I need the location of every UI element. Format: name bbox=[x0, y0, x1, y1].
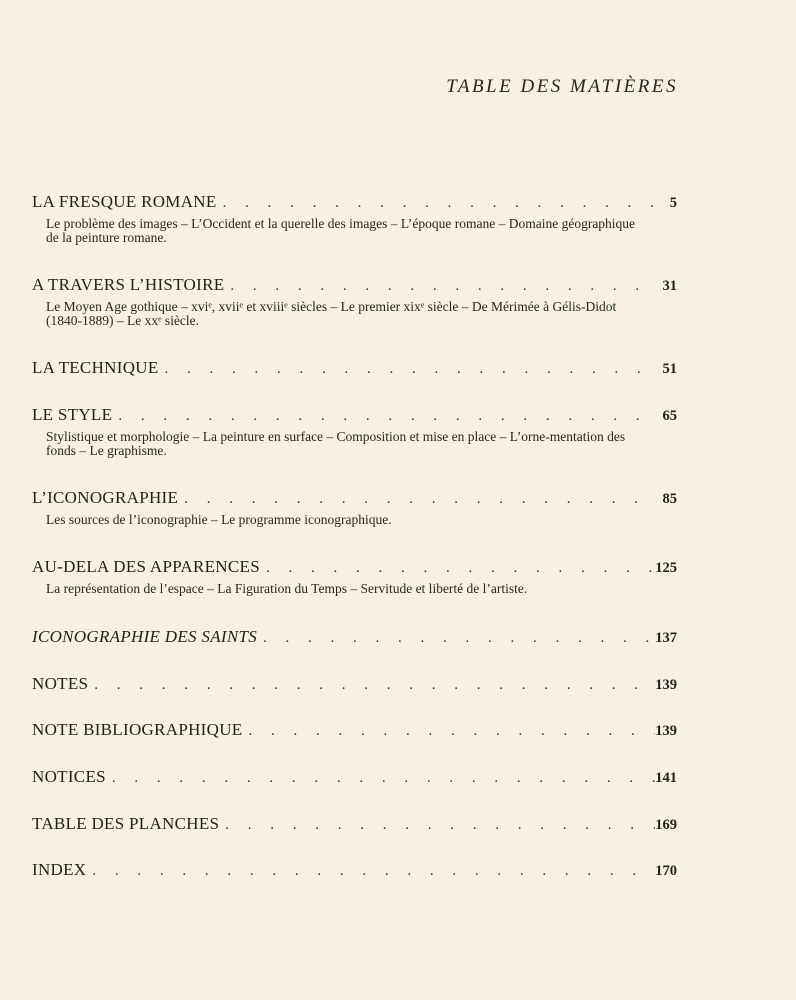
toc-entry-page-number: 65 bbox=[662, 408, 677, 424]
toc-entry-line bbox=[32, 488, 677, 508]
page-title: TABLE DES MATIÈRES bbox=[446, 76, 678, 97]
toc-entry-a-travers-l-histoire bbox=[32, 275, 677, 328]
toc-entry-description: Le Moyen Age gothique – xviᵉ, xviiᵉ et xviiiᵉ siècles – Le premier xixᵉ siècle – De Mérimée à Gélis-Didot (1840-1889) – Le xxᵉ siècle. bbox=[46, 299, 617, 328]
toc-entry-line bbox=[32, 674, 677, 694]
toc-entry-title: INDEX bbox=[32, 860, 87, 879]
dot-leader bbox=[86, 861, 655, 880]
toc-entry-page-number: 5 bbox=[669, 195, 677, 211]
toc-entry-page-number: 125 bbox=[655, 560, 677, 576]
toc-entry-le-style bbox=[32, 405, 677, 458]
toc-entry-title: NOTICES bbox=[32, 767, 106, 786]
toc-entry-la-fresque-romane bbox=[32, 192, 677, 245]
dot-leader bbox=[178, 489, 657, 508]
toc-entry-page-number: 139 bbox=[655, 677, 677, 693]
dot-leader bbox=[260, 558, 655, 577]
toc-entry-line bbox=[32, 720, 677, 740]
toc-entry-note-bibliographique bbox=[32, 720, 677, 740]
toc-entry-page-number: 169 bbox=[655, 817, 677, 833]
toc-entry-page-number: 51 bbox=[662, 361, 677, 377]
toc-entry-title: LE STYLE bbox=[32, 405, 113, 424]
toc-entry-index bbox=[32, 860, 677, 880]
toc-entry-page-number: 141 bbox=[655, 770, 677, 786]
toc-entry-description: La représentation de l’espace – La Figuration du Temps – Servitude et liberté de l’artiste. bbox=[46, 581, 528, 596]
toc-entry-la-technique bbox=[32, 358, 677, 378]
toc-entry-table-des-planches bbox=[32, 814, 677, 834]
dot-leader bbox=[217, 193, 657, 212]
toc-entry-au-dela-des-apparences bbox=[32, 557, 677, 596]
toc-entry-description: Le problème des images – L’Occident et la querelle des images – L’époque romane – Domaine géographique de la peinture romane. bbox=[46, 216, 636, 245]
toc-entry-line bbox=[32, 358, 677, 378]
toc-entry-line bbox=[32, 814, 677, 834]
toc-entry-notices bbox=[32, 767, 677, 787]
toc-entry-l-iconographie bbox=[32, 488, 677, 527]
toc-entry-line bbox=[32, 860, 677, 880]
dot-leader bbox=[112, 406, 657, 425]
toc-entry-description: Stylistique et morphologie – La peinture en surface – Composition et mise en place – L’orne-mentation des fonds – Le graphisme. bbox=[46, 429, 626, 458]
toc-entry-line bbox=[32, 557, 677, 577]
toc-entry-iconographie-des-saints bbox=[32, 627, 677, 647]
toc-entry-page-number: 137 bbox=[655, 630, 677, 646]
dot-leader bbox=[257, 628, 655, 647]
toc-entry-title: ICONOGRAPHIE DES SAINTS bbox=[32, 627, 258, 646]
toc-entry-title: LA FRESQUE ROMANE bbox=[32, 192, 217, 211]
dot-leader bbox=[242, 721, 655, 740]
toc-entry-page-number: 170 bbox=[655, 863, 677, 879]
toc-entry-line bbox=[32, 192, 677, 212]
toc-entry-page-number: 139 bbox=[655, 723, 677, 739]
toc-entry-description: Les sources de l’iconographie – Le programme iconographique. bbox=[46, 512, 392, 527]
toc-entry-line bbox=[32, 767, 677, 787]
toc-entry-notes bbox=[32, 674, 677, 694]
toc-entry-title: NOTE BIBLIOGRAPHIQUE bbox=[32, 720, 243, 739]
toc-entry-title: TABLE DES PLANCHES bbox=[32, 814, 220, 833]
dot-leader bbox=[88, 675, 655, 694]
dot-leader bbox=[224, 276, 657, 295]
toc-entry-title: LA TECHNIQUE bbox=[32, 358, 159, 377]
toc-entry-line bbox=[32, 275, 677, 295]
toc-entry-title: AU-DELA DES APPARENCES bbox=[32, 557, 260, 576]
toc-entry-line bbox=[32, 627, 677, 647]
dot-leader bbox=[106, 768, 655, 787]
toc-entry-title: NOTES bbox=[32, 674, 89, 693]
toc-entry-page-number: 31 bbox=[662, 278, 677, 294]
toc-entry-title: A TRAVERS L’HISTOIRE bbox=[32, 275, 225, 294]
toc-entry-page-number: 85 bbox=[662, 491, 677, 507]
toc-entry-title: L’ICONOGRAPHIE bbox=[32, 488, 179, 507]
toc-entry-line bbox=[32, 405, 677, 425]
dot-leader bbox=[159, 359, 657, 378]
dot-leader bbox=[219, 815, 655, 834]
